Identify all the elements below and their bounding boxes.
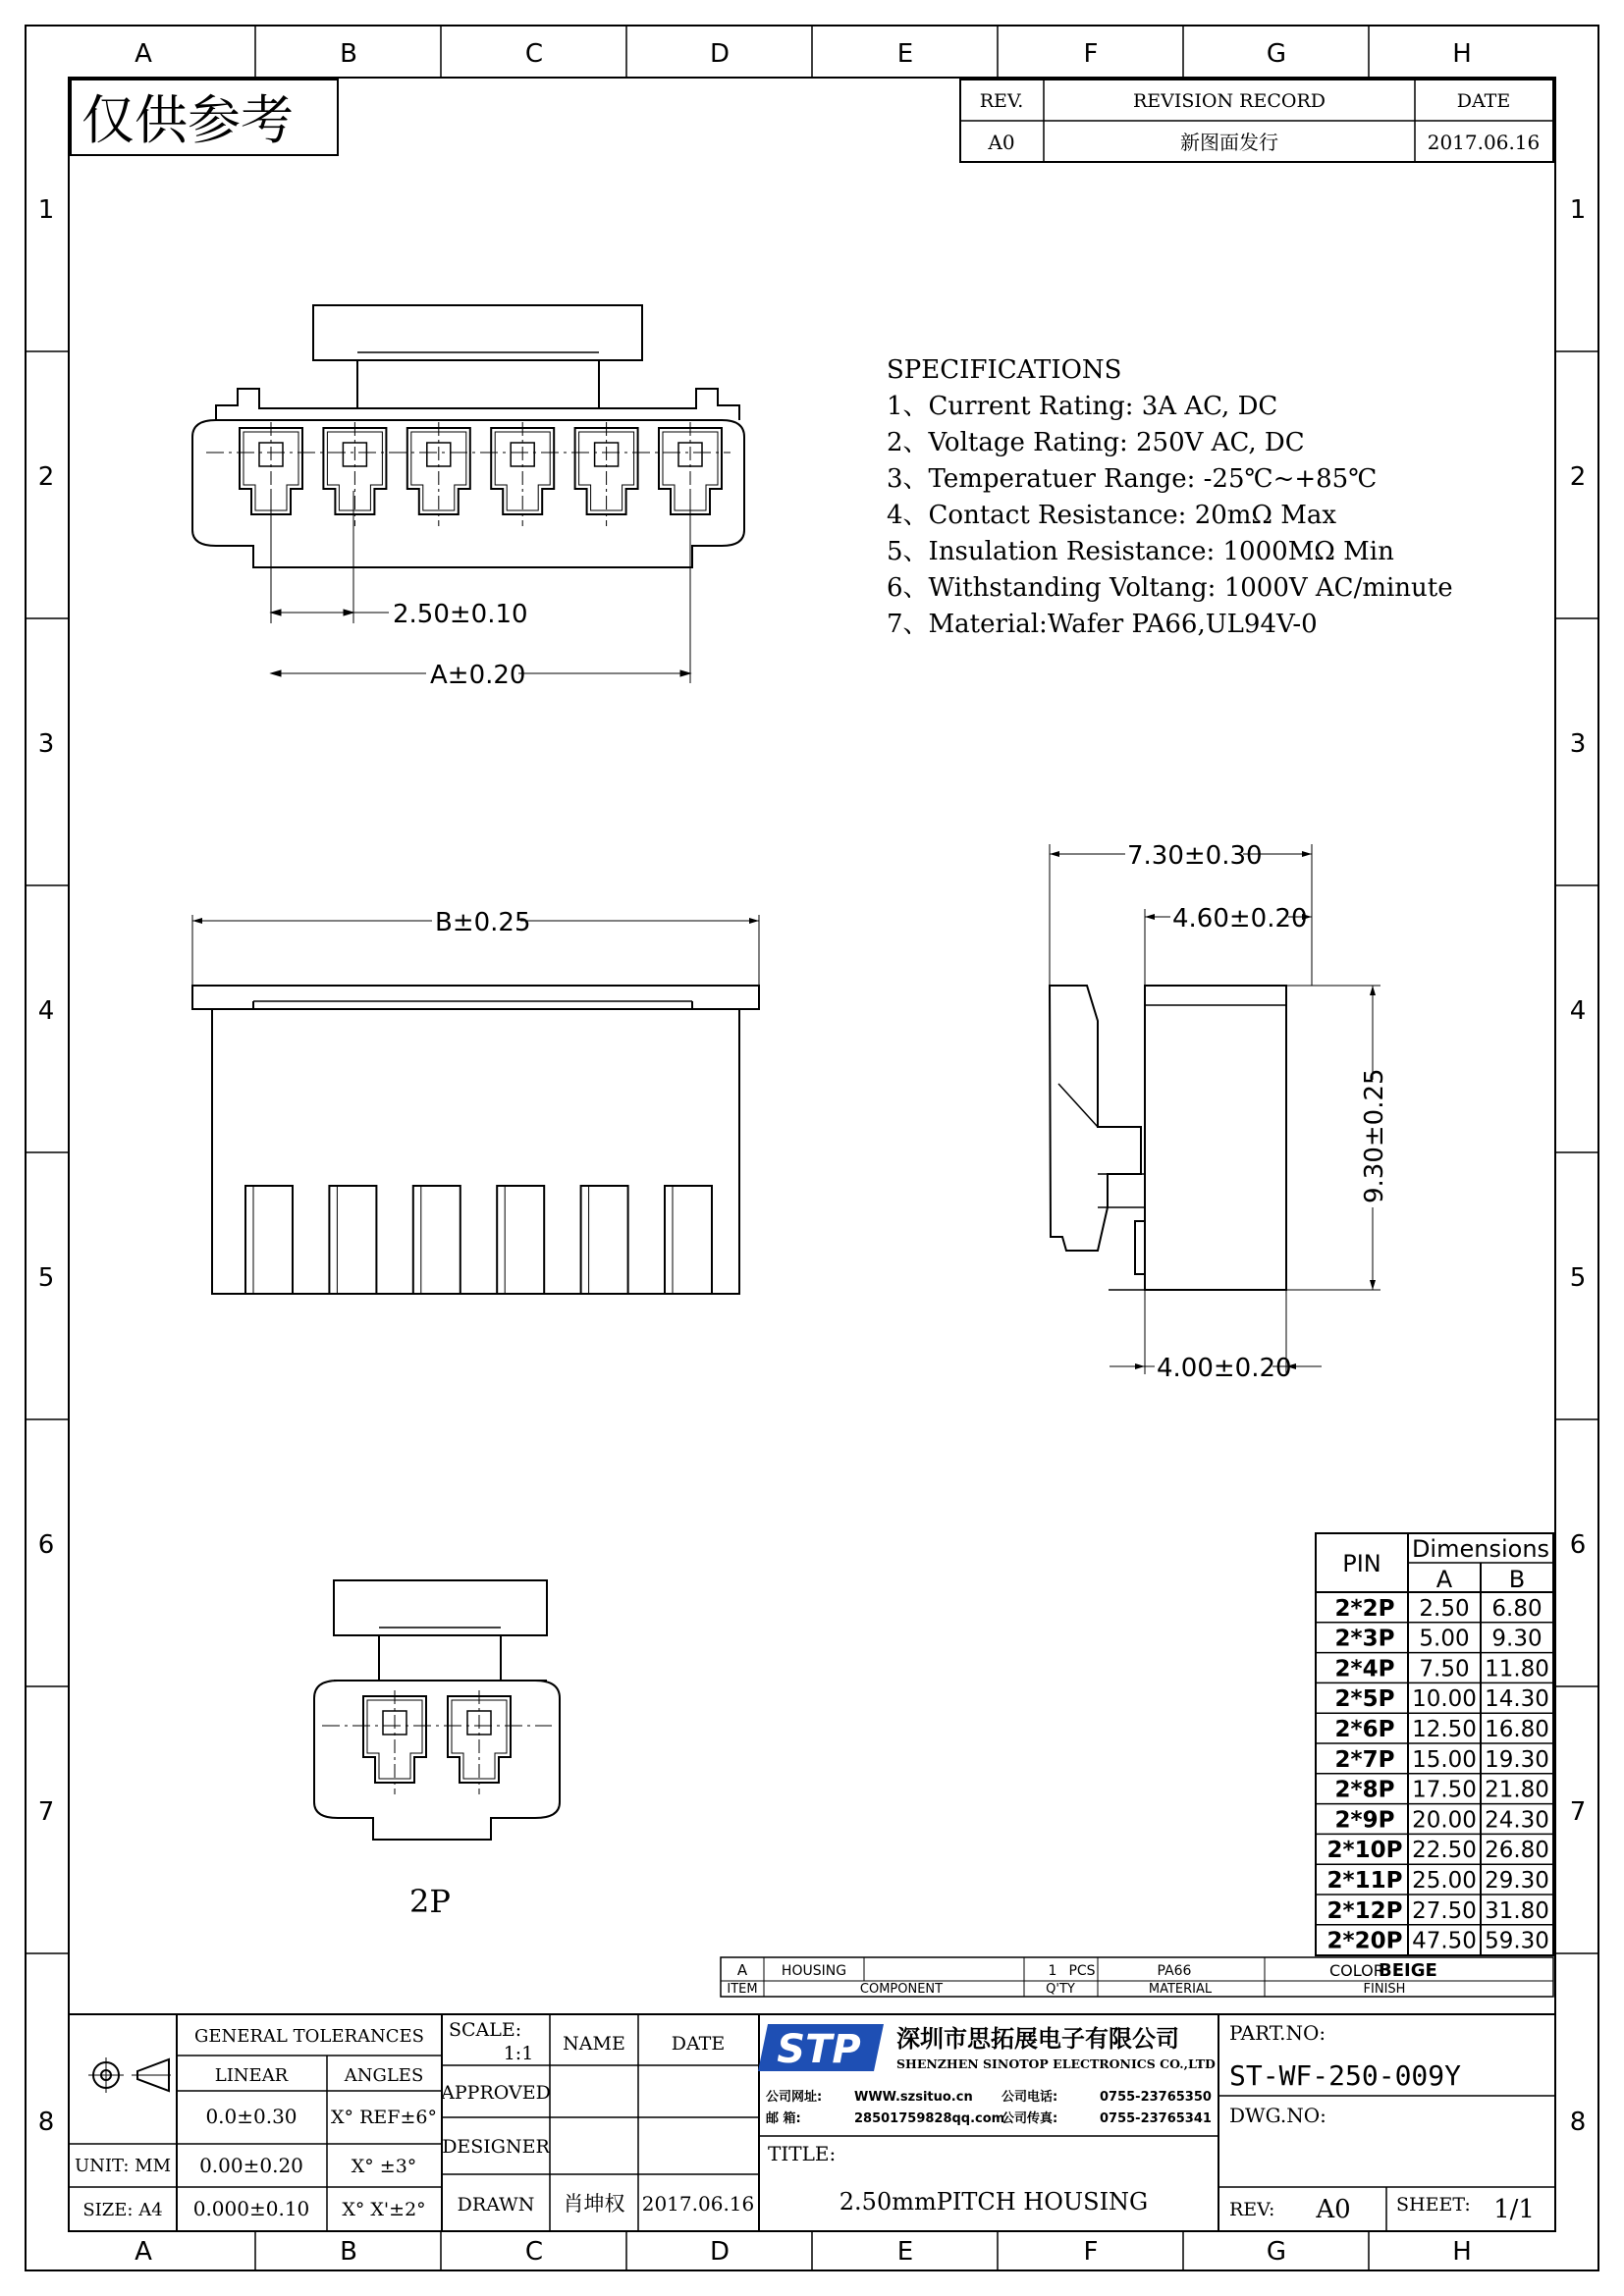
approved-label: APPROVED [441, 2082, 551, 2104]
top-view-cavities [240, 422, 722, 526]
col-label-h: H [1452, 2237, 1472, 2267]
dim-table-a-value: 17.50 [1412, 1777, 1477, 1803]
dim-table-pin: 2*6P [1334, 1717, 1395, 1742]
projection-symbol-icon [88, 2057, 171, 2093]
drawn-name: 肖坤权 [563, 2192, 625, 2216]
contact-cavity [407, 422, 470, 526]
dim-table-a-value: 22.50 [1412, 1838, 1477, 1864]
company-fax: 0755-23765341 [1100, 2111, 1212, 2126]
company-phone-label: 公司电话: [1001, 2090, 1058, 2105]
unit-label: UNIT: MM [74, 2156, 172, 2176]
bom-finish-label: FINISH [1363, 1982, 1406, 1997]
dim-table-b-value: 24.30 [1485, 1807, 1549, 1834]
two-pin-cavities [363, 1690, 511, 1794]
dim-table-b-value: 16.80 [1485, 1717, 1549, 1742]
bom-table [721, 1957, 1553, 1997]
col-label-e: E [896, 39, 914, 69]
sheet-label: SHEET: [1396, 2194, 1471, 2216]
row-label-7: 7 [37, 1797, 55, 1827]
contact-cavity [575, 422, 638, 526]
drawn-label: DRAWN [457, 2194, 535, 2216]
front-slot [245, 1186, 293, 1294]
dim-table-b-value: 9.30 [1491, 1626, 1543, 1652]
column-labels-bottom [135, 2237, 1472, 2267]
row-label-7: 7 [1569, 1797, 1587, 1827]
general-tolerances-label: GENERAL TOLERANCES [193, 2026, 425, 2047]
col-label-g: G [1266, 2237, 1287, 2267]
col-label-f: F [1083, 2237, 1099, 2267]
a-dim-label: A±0.20 [430, 661, 526, 690]
dim-table-dimensions-header: Dimensions [1411, 1535, 1550, 1563]
column-labels-top [135, 39, 1472, 69]
height-dim-label: 9.30±0.25 [1360, 1068, 1389, 1203]
rev-label: REV: [1229, 2199, 1275, 2220]
dim-table-pin: 2*7P [1334, 1746, 1395, 1773]
b-dim-label: B±0.25 [435, 908, 531, 937]
tolerance-linear: 0.00±0.20 [199, 2154, 303, 2177]
row-label-4: 4 [37, 996, 55, 1026]
dimension-table [1316, 1533, 1553, 1955]
bom-component-value: HOUSING [781, 1963, 847, 1979]
company-web: WWW.szsituo.cn [854, 2090, 973, 2105]
bom-material-value: PA66 [1157, 1963, 1192, 1979]
dim-table-b-value: 26.80 [1485, 1838, 1549, 1864]
dim-table-pin: 2*3P [1334, 1626, 1395, 1652]
col-label-g: G [1266, 39, 1287, 69]
dim-table-a-value: 20.00 [1412, 1807, 1477, 1834]
dim-table-pin: 2*10P [1326, 1838, 1403, 1864]
size-label: SIZE: A4 [82, 2200, 163, 2220]
row-label-2: 2 [37, 462, 55, 492]
pitch-dim-label: 2.50±0.10 [393, 600, 528, 629]
dim-table-pin: 2*5P [1334, 1686, 1395, 1713]
company-phone: 0755-23765350 [1100, 2090, 1212, 2105]
row-label-8: 8 [1569, 2108, 1587, 2137]
dim-table-a-value: 25.00 [1412, 1868, 1477, 1894]
contact-cavity [363, 1690, 426, 1794]
contact-cavity [323, 422, 386, 526]
dim-table-a-value: 47.50 [1412, 1928, 1477, 1954]
row-label-5: 5 [37, 1263, 55, 1293]
col-label-b: B [340, 2237, 357, 2267]
dim-table-a-value: 10.00 [1412, 1686, 1477, 1713]
row-label-1: 1 [37, 195, 55, 225]
drawn-date: 2017.06.16 [641, 2192, 755, 2216]
dim-table-a-value: 7.50 [1419, 1656, 1470, 1682]
bom-item-value: A [736, 1961, 748, 1979]
front-slot [413, 1186, 460, 1294]
col-label-a: A [135, 2237, 152, 2267]
tolerance-angle: X° X'±2° [342, 2199, 426, 2220]
front-slot [329, 1186, 376, 1294]
dim-table-b-value: 19.30 [1485, 1746, 1549, 1773]
bottom-dim-label: 4.00±0.20 [1157, 1354, 1292, 1383]
scale-value: 1:1 [503, 2043, 534, 2064]
dim-table-b-value: 59.30 [1485, 1928, 1549, 1954]
dim-table-pin: 2*11P [1326, 1868, 1403, 1894]
contact-cavity [491, 422, 554, 526]
dim-table-b-value: 6.80 [1491, 1595, 1543, 1622]
col-label-a: A [135, 39, 152, 69]
spec-item: 1、Current Rating: 3A AC, DC [887, 392, 1278, 421]
company-mail-label: 邮 箱: [766, 2111, 801, 2126]
dim-table-pin: 2*12P [1326, 1897, 1403, 1924]
dim-table-a-value: 27.50 [1412, 1897, 1477, 1924]
side-view [1050, 986, 1286, 1290]
date-header: DATE [671, 2033, 726, 2055]
dim-table-a-value: 5.00 [1419, 1626, 1470, 1652]
row-label-6: 6 [1569, 1530, 1587, 1560]
dim-table-pin: 2*4P [1334, 1656, 1395, 1682]
dim-table-b-value: 11.80 [1485, 1656, 1549, 1682]
revision-record-value: 新图面发行 [1180, 131, 1278, 154]
row-label-3: 3 [1569, 729, 1587, 759]
dim-table-pin: 2*2P [1334, 1595, 1395, 1622]
top-view [192, 305, 744, 567]
angles-label: ANGLES [344, 2065, 424, 2086]
bom-component-label: COMPONENT [859, 1982, 944, 1997]
row-label-6: 6 [37, 1530, 55, 1560]
spec-item: 3、Temperatuer Range: -25℃~+85℃ [887, 464, 1378, 494]
row-label-1: 1 [1569, 195, 1587, 225]
row-label-5: 5 [1569, 1263, 1587, 1293]
bom-item-label: ITEM [727, 1982, 758, 1997]
specifications-block [887, 355, 1453, 639]
stamp-text: 仅供参考 [81, 89, 294, 151]
two-pin-view [314, 1580, 560, 1840]
col-label-c: C [524, 39, 544, 69]
bom-qty-label: Q'TY [1046, 1982, 1075, 1997]
rev-value: A0 [988, 131, 1015, 154]
two-pin-label: 2P [409, 1883, 451, 1920]
front-slot [497, 1186, 544, 1294]
spec-item: 6、Withstanding Voltang: 1000V AC/minute [887, 573, 1453, 603]
bom-unit-value: PCS [1068, 1963, 1096, 1979]
company-name-en: SHENZHEN SINOTOP ELECTRONICS CO.,LTD [896, 2056, 1216, 2071]
col-label-e: E [896, 2237, 914, 2267]
dim-table-pin-header: PIN [1342, 1550, 1381, 1577]
row-labels-right [1570, 195, 1587, 2137]
dim-table-a-value: 2.50 [1419, 1595, 1470, 1622]
col-label-f: F [1083, 39, 1099, 69]
spec-item: 5、Insulation Resistance: 1000MΩ Min [887, 537, 1394, 566]
company-fax-label: 公司传真: [1001, 2111, 1058, 2126]
name-header: NAME [563, 2033, 625, 2055]
bom-color-value: BEIGE [1379, 1960, 1437, 1981]
logo-text: STP [777, 2027, 861, 2072]
company-block [758, 2024, 1216, 2126]
col-label-b: B [340, 39, 357, 69]
dim-table-pin: 2*8P [1334, 1777, 1395, 1803]
inner-dim-label: 4.60±0.20 [1172, 904, 1308, 934]
rev-header: REV. [979, 90, 1024, 112]
company-mail: 28501759828qq.com [854, 2111, 1005, 2126]
depth-dim-label: 7.30±0.30 [1127, 841, 1263, 871]
tolerance-linear: 0.0±0.30 [205, 2105, 298, 2128]
spec-item: 4、Contact Resistance: 20mΩ Max [887, 501, 1337, 530]
dim-table-pin: 2*20P [1326, 1928, 1403, 1954]
tolerance-angle: X° REF±6° [331, 2107, 437, 2128]
front-slot [665, 1186, 712, 1294]
front-view-slots [245, 1186, 712, 1294]
part-no-label: PART.NO: [1229, 2021, 1326, 2045]
company-logo [758, 2024, 884, 2072]
revision-date-value: 2017.06.16 [1427, 131, 1541, 154]
linear-label: LINEAR [214, 2065, 289, 2086]
bom-material-label: MATERIAL [1148, 1982, 1213, 1997]
scale-label: SCALE: [449, 2019, 522, 2041]
col-label-d: D [709, 2237, 731, 2267]
front-view [192, 915, 759, 1294]
date-header: DATE [1456, 90, 1511, 112]
col-label-d: D [709, 39, 731, 69]
dwg-no-label: DWG.NO: [1229, 2104, 1326, 2127]
company-name-cn: 深圳市思拓展电子有限公司 [896, 2025, 1179, 2053]
title-label: TITLE: [768, 2142, 837, 2165]
dim-table-b-value: 29.30 [1485, 1868, 1549, 1894]
rev-value: A0 [1316, 2195, 1351, 2224]
revision-table [960, 80, 1553, 162]
part-number: ST-WF-250-009Y [1229, 2059, 1462, 2092]
col-label-c: C [524, 2237, 544, 2267]
row-label-4: 4 [1569, 996, 1587, 1026]
front-slot [581, 1186, 628, 1294]
dim-table-pin: 2*9P [1334, 1807, 1395, 1834]
spec-item: 7、Material:Wafer PA66,UL94V-0 [887, 610, 1318, 639]
contact-cavity [448, 1690, 511, 1794]
bom-color-label: COLOR: [1329, 1961, 1389, 1980]
dim-table-b-value: 21.80 [1485, 1777, 1549, 1803]
col-label-h: H [1452, 39, 1472, 69]
dim-table-b-value: 14.30 [1485, 1686, 1549, 1713]
sheet-value: 1/1 [1493, 2195, 1535, 2224]
spec-item: 2、Voltage Rating: 250V AC, DC [887, 428, 1305, 457]
dim-table-col-a: A [1435, 1566, 1453, 1593]
row-label-8: 8 [37, 2108, 55, 2137]
dim-table-a-value: 12.50 [1412, 1717, 1477, 1742]
specifications-title: SPECIFICATIONS [887, 355, 1122, 385]
bom-qty-value: 1 [1048, 1963, 1057, 1979]
row-label-3: 3 [37, 729, 55, 759]
revision-record-header: REVISION RECORD [1133, 90, 1326, 112]
pitch-dimension [271, 491, 690, 683]
row-labels-left [38, 195, 55, 2137]
tolerance-angle: X° ±3° [351, 2156, 417, 2177]
designer-label: DESIGNER [442, 2136, 550, 2158]
drawing-title: 2.50mmPITCH HOUSING [839, 2188, 1149, 2216]
reference-stamp [71, 80, 338, 155]
dim-table-a-value: 15.00 [1412, 1746, 1477, 1773]
tolerance-linear: 0.000±0.10 [192, 2197, 310, 2220]
dim-table-b-value: 31.80 [1485, 1897, 1549, 1924]
company-web-label: 公司网址: [766, 2090, 823, 2105]
row-label-2: 2 [1569, 462, 1587, 492]
dim-table-col-b: B [1508, 1566, 1526, 1593]
